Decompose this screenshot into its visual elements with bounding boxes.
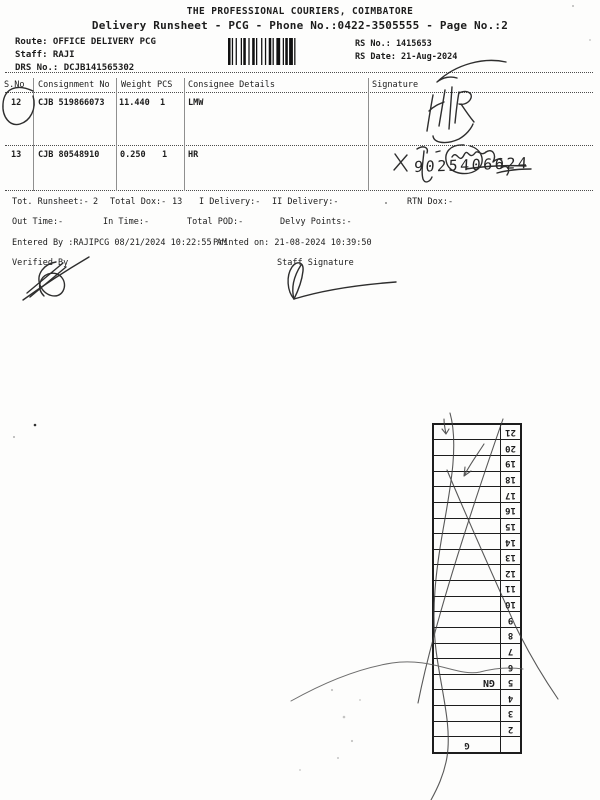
header-consignment-no: Consignment No bbox=[38, 80, 110, 90]
column-divider bbox=[184, 78, 185, 191]
grid-empty-cell bbox=[434, 534, 500, 549]
grid-row-number: 11 bbox=[500, 581, 520, 596]
in-time-label: In Time:- bbox=[103, 217, 150, 227]
total-dox-value: 13 bbox=[172, 197, 183, 207]
header-s-no: S.No bbox=[4, 80, 25, 90]
staff-label: Staff: RAJI bbox=[15, 50, 75, 60]
separator-line bbox=[5, 145, 593, 146]
grid-row-number: 8 bbox=[500, 628, 520, 643]
grid-row bbox=[434, 706, 520, 722]
grid-empty-cell bbox=[434, 659, 500, 674]
rs-no-label: RS No.: 1415653 bbox=[355, 39, 432, 49]
grid-row-number: 16 bbox=[500, 503, 520, 518]
handwritten-phone-number: 9025406624 bbox=[413, 153, 530, 177]
row-pcs: 1 bbox=[162, 150, 168, 160]
grid-row bbox=[434, 581, 520, 597]
grid-row bbox=[434, 487, 520, 503]
grid-empty-cell bbox=[434, 487, 500, 502]
grid-empty-cell bbox=[434, 691, 500, 706]
column-divider bbox=[368, 78, 369, 191]
grid-empty-cell bbox=[434, 519, 500, 534]
grid-row bbox=[434, 675, 520, 691]
column-divider bbox=[116, 78, 117, 191]
grid-row-number: 10 bbox=[500, 597, 520, 612]
grid-empty-cell bbox=[434, 566, 500, 581]
staff-signature-label: Staff Signature bbox=[277, 258, 354, 268]
tot-runsheet-value: 2 bbox=[93, 197, 99, 207]
row-weight: 0.250 bbox=[120, 150, 146, 160]
grid-empty-cell bbox=[434, 503, 500, 518]
grid-header-cell: G bbox=[464, 739, 470, 750]
grid-gn-cell: GN bbox=[482, 676, 495, 688]
drs-no-label: DRS No.: DCJB141565302 bbox=[15, 63, 135, 73]
header-signature: Signature bbox=[372, 80, 419, 90]
grid-row-number: 15 bbox=[500, 519, 520, 534]
grid-row-number: 21 bbox=[500, 425, 520, 440]
separator-line bbox=[5, 72, 593, 73]
total-pod-label: Total POD:- bbox=[187, 217, 244, 227]
grid-row bbox=[434, 550, 520, 566]
out-time-label: Out Time:- bbox=[12, 217, 64, 227]
column-divider bbox=[33, 78, 34, 191]
grid-empty-cell bbox=[434, 581, 500, 596]
page-subtitle: Delivery Runsheet - PCG - Phone No.:0422-3505555 - Page No.:2 bbox=[91, 19, 509, 32]
row-s-no: 12 bbox=[11, 98, 22, 108]
grid-row bbox=[434, 722, 520, 738]
grid-empty-cell bbox=[434, 550, 500, 565]
grid-empty-cell bbox=[434, 706, 500, 721]
grid-row bbox=[434, 612, 520, 628]
header-weight: Weight bbox=[121, 80, 152, 90]
header-pcs: PCS bbox=[157, 80, 173, 90]
row-consignment-no: CJB 519866073 bbox=[38, 98, 105, 108]
grid-row bbox=[434, 456, 520, 472]
rs-date-label: RS Date: 21-Aug-2024 bbox=[355, 52, 458, 62]
grid-row bbox=[434, 597, 520, 613]
grid-empty-cell bbox=[434, 441, 500, 456]
grid-corner-cell bbox=[500, 737, 520, 752]
row-pcs: 1 bbox=[160, 98, 166, 108]
grid-row-number: 7 bbox=[500, 644, 520, 659]
grid-empty-cell bbox=[434, 472, 500, 487]
grid-row-number: 20 bbox=[500, 441, 520, 456]
grid-row-number: 2 bbox=[500, 722, 520, 737]
grid-row-number: 5 bbox=[500, 675, 520, 690]
row-weight: 11.440 bbox=[119, 98, 150, 108]
grid-row bbox=[434, 644, 520, 660]
grid-row-number: 18 bbox=[500, 472, 520, 487]
row-consignee: LMW bbox=[188, 98, 204, 108]
rtn-dox-label: RTN Dox:- bbox=[407, 197, 454, 207]
grid-row bbox=[434, 659, 520, 675]
grid-row bbox=[434, 519, 520, 535]
row-consignment-no: CJB 80548910 bbox=[38, 150, 100, 160]
page-title: THE PROFESSIONAL COURIERS, COIMBATORE bbox=[186, 6, 414, 17]
grid-row bbox=[434, 566, 520, 582]
header-consignee-details: Consignee Details bbox=[188, 80, 275, 90]
grid-row-number: 12 bbox=[500, 566, 520, 581]
grid-empty-cell bbox=[434, 456, 500, 471]
grid-row-number: 4 bbox=[500, 691, 520, 706]
barcode bbox=[228, 38, 298, 65]
grid-row bbox=[434, 503, 520, 519]
grid-row-number: 14 bbox=[500, 534, 520, 549]
grid-row bbox=[434, 425, 520, 441]
grid-row bbox=[434, 534, 520, 550]
row12-signature-handwriting bbox=[427, 87, 474, 143]
grid-row bbox=[434, 628, 520, 644]
grid-row bbox=[434, 441, 520, 457]
printed-on-label: Printed on: 21-08-2024 10:39:50 bbox=[213, 238, 372, 248]
total-dox-label: Total Dox:- bbox=[110, 197, 167, 207]
verified-by-label: Verified By bbox=[12, 258, 69, 268]
grid-empty-cell bbox=[434, 644, 500, 659]
tot-runsheet-label: Tot. Runsheet:- bbox=[12, 197, 89, 207]
i-delivery-label: I Delivery:- bbox=[199, 197, 261, 207]
delvy-points-label: Delvy Points:- bbox=[280, 217, 352, 227]
grid-empty-cell bbox=[434, 425, 500, 440]
grid-row-number: 6 bbox=[500, 659, 520, 674]
grid-empty-cell bbox=[434, 612, 500, 627]
grid-empty-cell bbox=[434, 628, 500, 643]
row-s-no: 13 bbox=[11, 150, 22, 160]
grid-empty-cell bbox=[434, 722, 500, 737]
grid-header-row bbox=[434, 737, 520, 752]
row-consignee: HR bbox=[188, 150, 199, 160]
grid-row-number: 19 bbox=[500, 456, 520, 471]
route-label: Route: OFFICE DELIVERY PCG bbox=[15, 37, 156, 47]
entered-by-label: Entered By :RAJIPCG 08/21/2024 10:22:55 AM bbox=[12, 238, 227, 248]
staff-signature-handwriting bbox=[288, 263, 396, 299]
grid-empty-cell bbox=[434, 597, 500, 612]
rotated-grid-table bbox=[432, 423, 522, 754]
grid-row-number: 17 bbox=[500, 487, 520, 502]
separator-line bbox=[5, 190, 593, 191]
separator-line bbox=[5, 92, 593, 93]
grid-row bbox=[434, 691, 520, 707]
ii-delivery-label: II Delivery:- bbox=[272, 197, 339, 207]
grid-row-number: 9 bbox=[500, 612, 520, 627]
grid-row-number: 3 bbox=[500, 706, 520, 721]
grid-row-number: 13 bbox=[500, 550, 520, 565]
grid-row bbox=[434, 472, 520, 488]
